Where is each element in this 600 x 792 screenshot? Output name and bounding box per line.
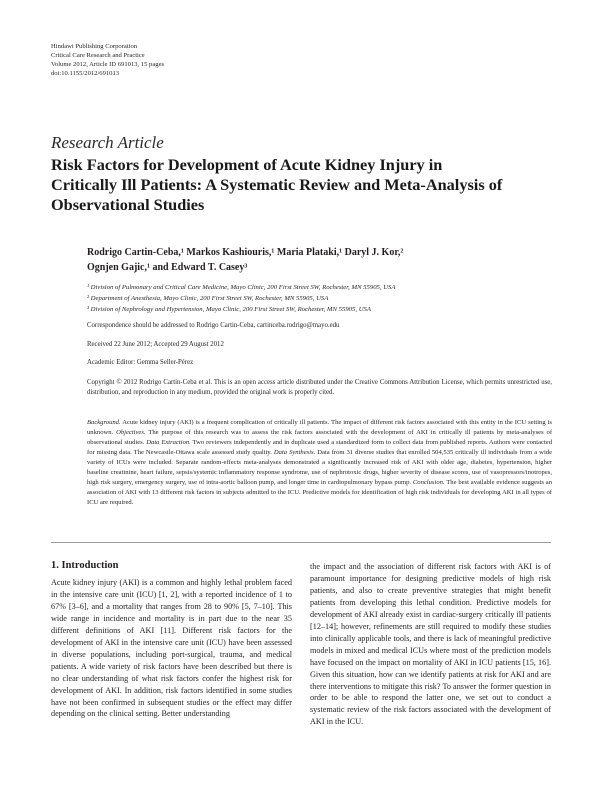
paper-title <box>51 155 571 215</box>
received-dates: Received 22 June 2012; Accepted 29 August 2012 <box>87 341 224 348</box>
authors-line: Rodrigo Cartin-Ceba,¹ Markos Kashiouris,¹ Maria Plataki,¹ Daryl J. Kor,² <box>87 247 404 258</box>
journal-header <box>51 42 164 78</box>
volume-info: Volume 2012, Article ID 691013, 15 pages <box>51 61 165 68</box>
abstract-background-label: Background. <box>87 419 121 426</box>
article-type: Research Article <box>51 133 164 152</box>
affiliation: ² Department of Anesthesia, Mayo Clinic, 200 First Street SW, Rochester, MN 55905, USA <box>87 295 329 302</box>
abstract-synthesis-label: Data Synthesis. <box>273 449 316 457</box>
title-line: Critically Ill Patients: A Systematic Review and Meta-Analysis of <box>51 175 503 194</box>
title-line: Observational Studies <box>51 195 205 214</box>
abstract-objectives: The purpose of this research was to assess the risk factors associated with the development of AKI in critically ill patients by meta-analyses of observational studies. <box>87 429 553 447</box>
body-column-right: the impact and the association of different risk factors with AKI is of paramount importance for designing predictive models of high risk patients, and also to create preventive strategies that might benefit patients from developing this lethal condition. Predictive models for development of AKI already exist in cardiac-surgery critically ill patients [12–14]; however, refinements are still required to modify these studies into clinically applicable tools, and there is lack of meaningful predictive models in mixed and medical ICUs where most of the prediction models have focused on the impact on mortality of AKI in ICU patients [15, 16]. Given this situation, how can we identify patients at risk for AKI and are there interventions to mitigate this risk? To answer the former question in order to be able to respond the latter one, we set out to conduct a systematic review of the risk factors associated with the development of AKI in the ICU. <box>310 562 551 727</box>
section-heading-introduction: 1. Introduction <box>51 560 119 571</box>
abstract-conclusion-label: Conclusion. <box>412 479 445 487</box>
abstract-extraction-label: Data Extraction. <box>146 439 191 447</box>
authors-line: Ognjen Gajic,¹ and Edward T. Casey³ <box>87 262 248 273</box>
affiliation: ¹ Division of Pulmonary and Critical Care Medicine, Mayo Clinic, 200 First Street SW, Rochester, MN 55905, USA <box>87 284 396 291</box>
correspondence: Correspondence should be addressed to Rodrigo Cartin-Ceba, cartinceba.rodrigo@mayo.edu <box>87 322 340 329</box>
title-line: Risk Factors for Development of Acute Kidney Injury in <box>51 155 443 174</box>
abstract-objectives-label: Objectives. <box>116 429 146 437</box>
abstract-extraction: Two reviewers independently and in duplicate used a standardized form to collect data from published reports. Authors were contacted for missing data. The Newcastle-Ottawa scale assessed study quality. <box>87 439 552 457</box>
doi: doi:10.1155/2012/691013 <box>51 70 120 77</box>
body-column-left: Acute kidney injury (AKI) is a common and highly lethal problem faced in the intensive care unit (ICU) [1, 2], with a reported incidence of 1 to 67% [3–6], and a mortality that ranges from 28 to 90% [5, 7–10]. This wide range in incidence and mortality is in part due to the near 35 different definitions of AKI [11]. Different risk factors for the development of AKI in the intensive care unit (ICU) have been assessed in diverse populations, including port-surgical, trauma, and medical patients. A wide variety of risk factors have been described but there is no clear understanding of what risk factors confer the highest risk for development of AKI. In addition, risk factors identified in some studies have not been confirmed in subsequent studies or the effect may differ depending on the clinical setting. Better understanding <box>51 578 292 719</box>
affiliation: ³ Division of Nephrology and Hypertension, Mayo Clinic, 200 First Street SW, Rochester, MN 55905, USA <box>87 306 371 313</box>
section-divider <box>51 542 551 543</box>
copyright-notice: Copyright © 2012 Rodrigo Cartin-Ceba et al. This is an open access article distributed under the Creative Commons Attribution License, which permits unrestricted use, distribution, and reproduction in any medium, provided the original work is properly cited. <box>87 379 552 396</box>
author-list <box>87 245 567 275</box>
abstract <box>87 418 552 508</box>
abstract-conclusion: The best available evidence suggests an association of AKI with 13 different risk factors in subjects admitted to the ICU. Predictive models for identification of high risk individuals for developing AKI in all types of ICU are required. <box>87 479 552 507</box>
abstract-synthesis: Data from 31 diverse studies that enrolled 504,535 critically ill individuals from a wide variety of ICUs were included. Separate random-effects meta-analyses demonstrated a significantly increased risk of AKI with older age, diabetes, hypertension, higher baseline creatinine, heart failure, sepsis/systemic inflammatory response syndrome, use of nephrotoxic drugs, higher severity of disease scores, use of vasopressors/inotropes, high risk surgery, emergency surgery, use of intra-aortic balloon pump, and longer time in cardiopulmonary bypass pump. <box>87 449 553 487</box>
academic-editor: Academic Editor: Gemma Seller-Pérez <box>87 359 194 366</box>
journal-name: Critical Care Research and Practice <box>51 52 145 59</box>
publisher-name: Hindawi Publishing Corporation <box>51 43 138 50</box>
affiliations <box>87 282 395 315</box>
abstract-background: Acute kidney injury (AKI) is a frequent complication of critically ill patients. The impact of different risk factors associated with this entity in the ICU setting is unknown. <box>87 419 552 437</box>
